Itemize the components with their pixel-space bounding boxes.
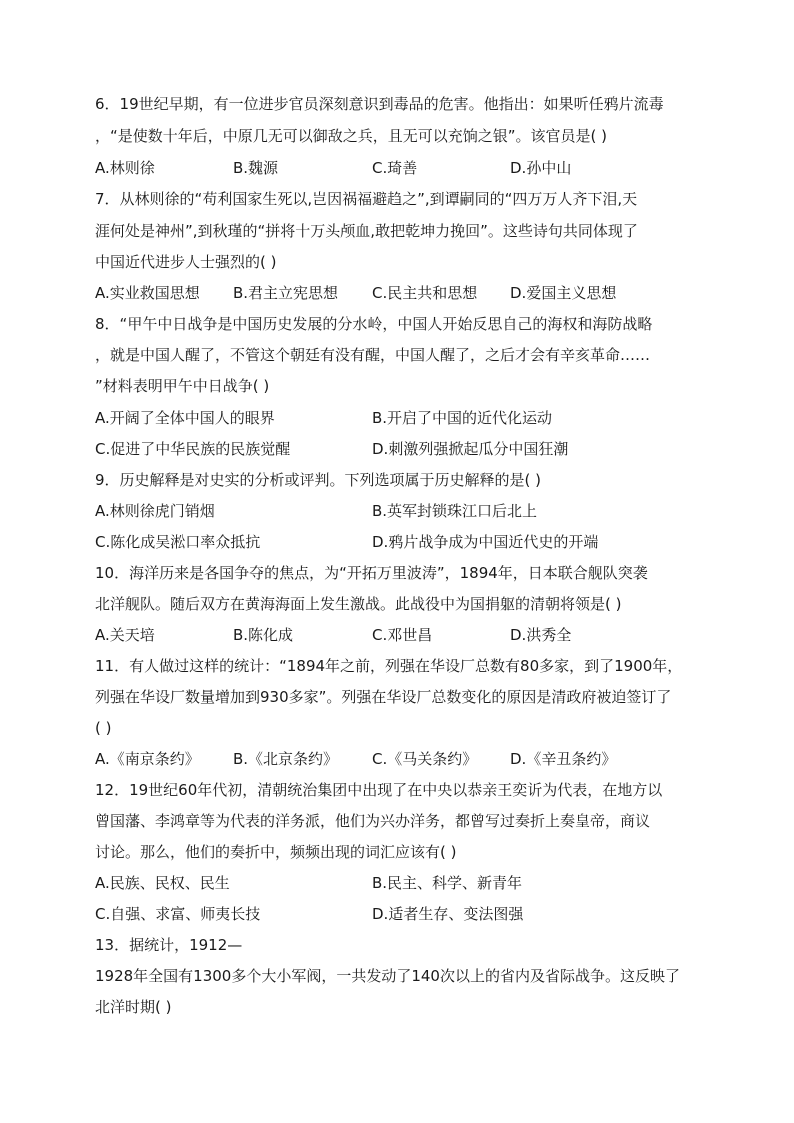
question-10-option-d: D.洪秀全 (510, 626, 572, 644)
question-9-option-b: B.英军封锁珠江口后北上 (372, 502, 538, 520)
question-11-option-d: D.《辛丑条约》 (510, 750, 617, 768)
question-12-stem-line-1: 12．19世纪60年代初，清朝统治集团中出现了在中央以恭亲王奕䜣为代表，在地方以 (95, 781, 663, 799)
question-10-option-a: A.关天培 (95, 626, 155, 644)
question-9-option-a: A.林则徐虎门销烟 (95, 502, 215, 520)
question-12-option-c: C.自强、求富、师夷长技 (95, 905, 261, 923)
question-11-stem-line-2: 列强在华设厂数量增加到930多家”。列强在华设厂总数变化的原因是清政府被迫签订了 (95, 688, 672, 706)
question-12-option-a: A.民族、民权、民生 (95, 874, 230, 892)
question-8-stem-line-2: ，就是中国人醒了，不管这个朝廷有没有醒，中国人醒了，之后才会有辛亥革命…… (95, 346, 651, 364)
question-13-stem-line-1: 13．据统计，1912— (95, 936, 243, 954)
question-8-option-c: C.促进了中华民族的民族觉醒 (95, 440, 291, 458)
question-7-stem-line-3: 中国近代进步人士强烈的( ) (95, 253, 277, 271)
question-6-option-b: B.魏源 (233, 159, 279, 177)
question-8-option-d: D.刺激列强掀起瓜分中国狂潮 (372, 440, 569, 458)
question-6-stem-line-1: 6．19世纪早期，有一位进步官员深刻意识到毒品的危害。他指出：如果听任鸦片流毒 (95, 95, 664, 113)
question-7-stem-line-1: 7．从林则徐的“苟利国家生死以,岂因祸福避趋之”,到谭嗣同的“四万万人齐下泪,天 (95, 190, 638, 208)
question-11-stem-line-1: 11．有人做过这样的统计：“1894年之前，列强在华设厂总数有80多家，到了1900年， (95, 657, 683, 675)
question-6-option-d: D.孙中山 (510, 159, 572, 177)
question-7-stem-line-2: 涯何处是神州”,到秋瑾的“拼将十万头颅血,敢把乾坤力挽回”。这些诗句共同体现了 (95, 222, 638, 240)
question-12-option-b: B.民主、科学、新青年 (372, 874, 523, 892)
question-13-stem-line-3: 北洋时期( ) (95, 998, 172, 1016)
question-6-option-c: C.琦善 (372, 159, 418, 177)
question-7-option-c: C.民主共和思想 (372, 284, 478, 302)
question-9-option-d: D.鸦片战争成为中国近代史的开端 (372, 533, 599, 551)
question-8-stem-line-1: 8．“甲午中日战争是中国历史发展的分水岭，中国人开始反思自己的海权和海防战略 (95, 315, 653, 333)
question-12-stem-line-3: 讨论。那么，他们的奏折中，频频出现的词汇应该有( ) (95, 843, 457, 861)
question-8-stem-line-3: ”材料表明甲午中日战争( ) (95, 377, 270, 395)
question-11-option-b: B.《北京条约》 (233, 750, 339, 768)
question-12-stem-line-2: 曾国藩、李鸿章等为代表的洋务派，他们为兴办洋务，都曾写过奏折上奏皇帝，商议 (95, 812, 651, 830)
question-7-option-d: D.爱国主义思想 (510, 284, 617, 302)
question-8-option-b: B.开启了中国的近代化运动 (372, 409, 553, 427)
question-10-option-b: B.陈化成 (233, 626, 294, 644)
question-8-option-a: A.开阔了全体中国人的眼界 (95, 409, 275, 427)
question-6-stem-line-2: ，“是使数十年后，中原几无可以御敌之兵，且无可以充饷之银”。该官员是( ) (95, 127, 608, 145)
question-10-stem-line-2: 北洋舰队。随后双方在黄海海面上发生激战。此战役中为国捐躯的清朝将领是( ) (95, 595, 622, 613)
question-7-option-a: A.实业救国思想 (95, 284, 200, 302)
question-11-stem-line-3: ( ) (95, 719, 112, 737)
question-7-option-b: B.君主立宪思想 (233, 284, 339, 302)
question-11-option-c: C.《马关条约》 (372, 750, 478, 768)
question-9-option-c: C.陈化成吴淞口率众抵抗 (95, 533, 261, 551)
question-10-option-c: C.邓世昌 (372, 626, 433, 644)
question-13-stem-line-2: 1928年全国有1300多个大小军阀，一共发动了140次以上的省内及省际战争。这反映了 (95, 967, 680, 985)
question-10-stem-line-1: 10．海洋历来是各国争夺的焦点，为“开拓万里波涛”，1894年，日本联合舰队突袭 (95, 564, 648, 582)
question-9-stem-line-1: 9．历史解释是对史实的分析或评判。下列选项属于历史解释的是( ) (95, 471, 542, 489)
question-12-option-d: D.适者生存、变法图强 (372, 905, 524, 923)
question-6-option-a: A.林则徐 (95, 159, 155, 177)
question-11-option-a: A.《南京条约》 (95, 750, 200, 768)
